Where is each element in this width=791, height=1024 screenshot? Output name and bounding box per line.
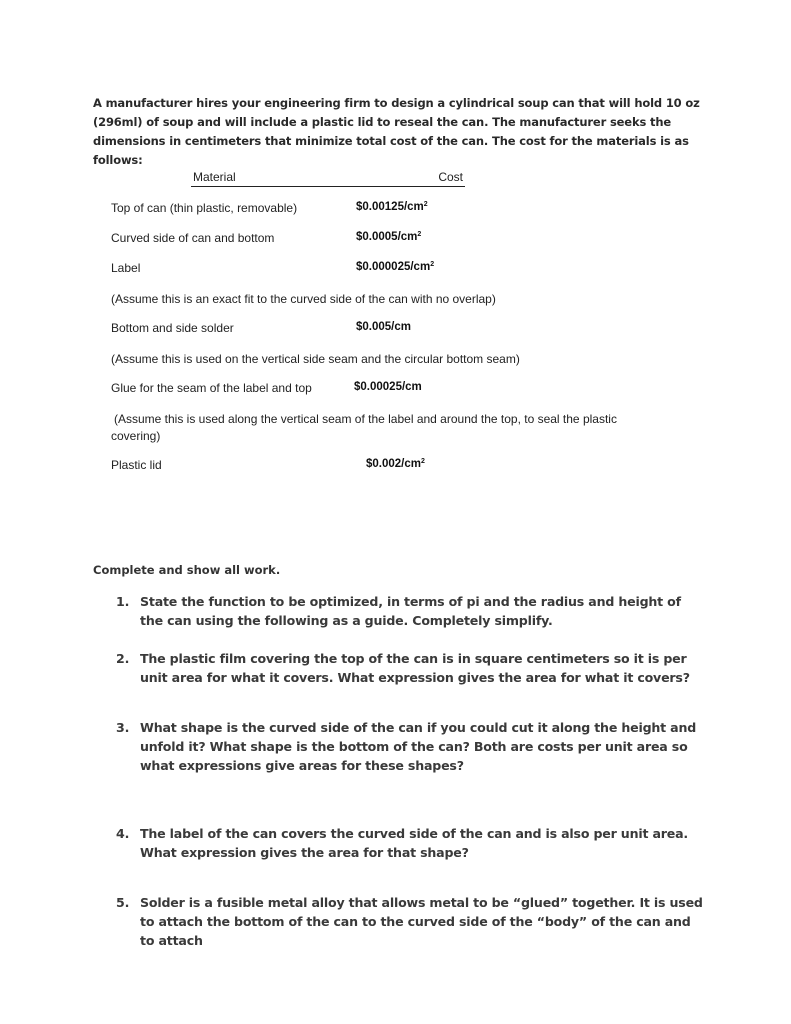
- question-text: Solder is a fusible metal alloy that allows metal to be “glued” together. It is used to attach the bottom of the can to the curved side of the “body” of the can and to attach: [140, 895, 703, 948]
- cost-top-of-can: $\$0.00125/cm^2$: [356, 201, 428, 213]
- question-number: 4.: [116, 826, 130, 841]
- question-text: The label of the can covers the curved side of the can and is also per unit area. What expression gives the area for that shape?: [140, 826, 688, 860]
- question-5: [116, 893, 706, 950]
- note-glue: (Assume this is used along the vertical seam of the label and around the top, to seal the plastic covering): [111, 412, 617, 443]
- table-header: [191, 169, 465, 187]
- cost-curved-side: $\$0.0005/cm^2$: [356, 231, 422, 243]
- question-text: The plastic film covering the top of the can is in square centimeters so it is per unit area for what it covers. What expression gives the area for what it covers?: [140, 651, 690, 685]
- question-3: [116, 718, 706, 775]
- header-material: Material: [193, 170, 236, 184]
- complete-heading: Complete and show all work.: [93, 563, 281, 577]
- question-4: [116, 824, 706, 862]
- question-number: 5.: [116, 895, 130, 910]
- intro-paragraph: A manufacturer hires your engineering firm to design a cylindrical soup can that will hold 10 oz (296ml) of soup and will include a plastic lid to reseal the can. The manufacturer seeks the dimensions in centimeters that minimize total cost of the can. The cost for the materials is as follows:: [93, 96, 700, 167]
- question-number: 3.: [116, 720, 130, 735]
- cost-solder: $0.005/cm: [356, 321, 411, 333]
- note-label-fit: (Assume this is an exact fit to the curved side of the can with no overlap): [111, 292, 496, 306]
- material-plastic-lid: Plastic lid: [111, 458, 162, 472]
- cost-label: $\$0.000025/cm^2$: [356, 261, 435, 273]
- header-cost: Cost: [438, 170, 463, 184]
- question-number: 2.: [116, 651, 130, 666]
- cost-glue: $0.00025/cm: [354, 381, 422, 393]
- question-number: 1.: [116, 594, 130, 609]
- material-curved-side: Curved side of can and bottom: [111, 231, 275, 245]
- material-glue: Glue for the seam of the label and top: [111, 381, 312, 395]
- material-top-of-can: Top of can (thin plastic, removable): [111, 201, 298, 215]
- question-text: State the function to be optimized, in terms of pi and the radius and height of the can using the following as a guide. Completely simplify.: [140, 594, 681, 628]
- material-solder: Bottom and side solder: [111, 321, 234, 335]
- cost-plastic-lid: $\$0.002/cm^2$: [366, 458, 425, 470]
- question-1: [116, 592, 706, 630]
- note-solder: (Assume this is used on the vertical side seam and the circular bottom seam): [111, 352, 520, 366]
- question-2: [116, 649, 706, 687]
- material-label: Label: [111, 261, 141, 275]
- question-text: What shape is the curved side of the can if you could cut it along the height and unfold it? What shape is the bottom of the can? Both are costs per unit area so what expressions give areas for these shapes?: [140, 720, 697, 773]
